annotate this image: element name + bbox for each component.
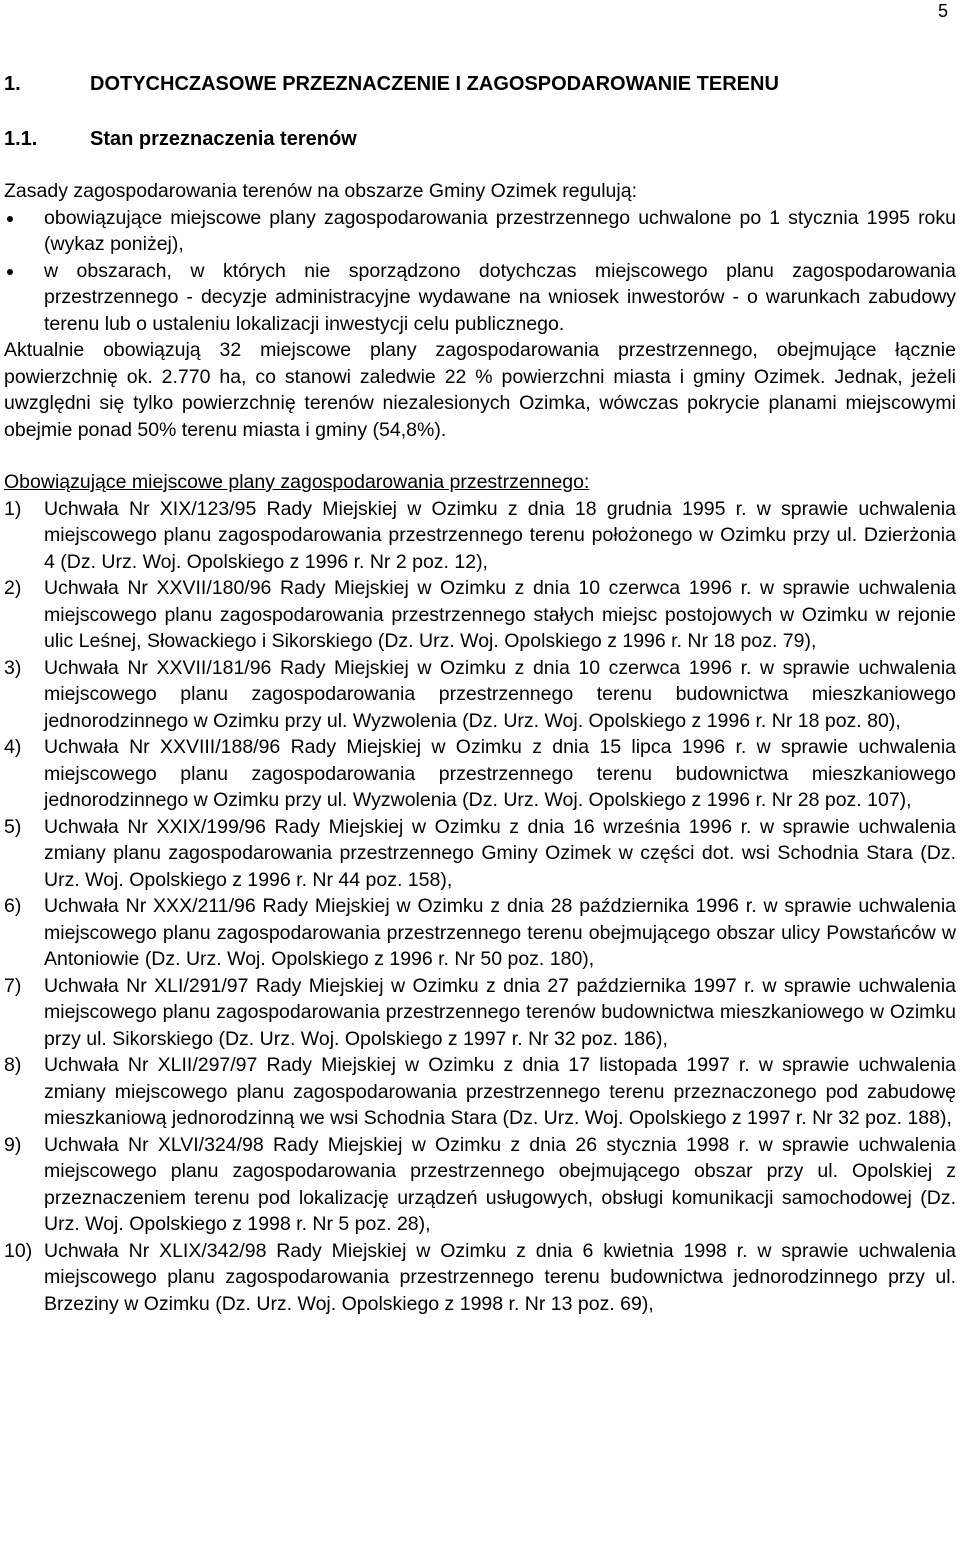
subsection-number: 1.1.	[4, 128, 38, 150]
plan-text: Uchwała Nr XIX/123/95 Rady Miejskiej w Ozimku z dnia 18 grudnia 1995 r. w sprawie uchwalenia miejscowego planu zagospodarowania przestrzennego terenu położonego w Ozimku przy ul. Dzierżonia 4 (Dz. Urz. Woj. Opolskiego z 1996 r. Nr 2 poz. 12),	[44, 497, 956, 573]
plan-number: 8)	[4, 1054, 22, 1076]
plan-text: Uchwała Nr XXVII/180/96 Rady Miejskiej w Ozimku z dnia 10 czerwca 1996 r. w sprawie uchwalenia miejscowego planu zagospodarowania przestrzennego stałych miejsc postojowych w Ozimku w rejonie ulic Leśnej, Słowackiego i Sikorskiego (Dz. Urz. Woj. Opolskiego z 1996 r. Nr 18 poz. 79),	[44, 577, 956, 652]
plan-text: Uchwała Nr XLII/297/97 Rady Miejskiej w Ozimku z dnia 17 listopada 1997 r. w sprawie uchwalenia zmiany miejscowego planu zagospodarowania przestrzennego terenu przeznaczonego pod zabudowę mieszkaniową jednorodzinną we wsi Schodnia Stara (Dz. Urz. Woj. Opolskiego z 1997 r. Nr 32 poz. 188),	[44, 1054, 956, 1129]
plan-item	[4, 1238, 956, 1318]
plan-number: 7)	[4, 974, 22, 997]
plans-list-title: Obowiązujące miejscowe plany zagospodarowania przestrzennego:	[4, 471, 590, 493]
plan-number: 10)	[4, 1239, 33, 1262]
page-number: 5	[937, 1, 948, 21]
intro-paragraph: Zasady zagospodarowania terenów na obszarze Gminy Ozimek regulują:	[4, 180, 637, 202]
plan-text: Uchwała Nr XLIX/342/98 Rady Miejskiej w Ozimku z dnia 6 kwietnia 1998 r. w sprawie uchwalenia miejscowego planu zagospodarowania przestrzennego terenu budownictwa jednorodzinnego przy ul. Brzeziny w Ozimku (Dz. Urz. Woj. Opolskiego z 1998 r. Nr 13 poz. 69),	[44, 1239, 956, 1315]
plan-number: 6)	[4, 895, 22, 917]
plan-item	[4, 814, 956, 894]
bullet-item: obowiązujące miejscowe plany zagospodarowania przestrzennego uchwalone po 1 stycznia 1995 roku (wykaz poniżej),	[4, 205, 956, 258]
bullet-item: w obszarach, w których nie sporządzono dotychczas miejscowego planu zagospodarowania przestrzennego - decyzje administracyjne wydawane na wniosek inwestorów - o warunkach zabudowy terenu lub o ustaleniu lokalizacji inwestycji celu publicznego.	[4, 258, 956, 338]
plan-item	[4, 973, 956, 1053]
subsection-heading	[4, 126, 952, 152]
plan-number: 5)	[4, 815, 22, 838]
section-heading	[4, 71, 952, 97]
plan-text: Uchwała Nr XXVIII/188/96 Rady Miejskiej w Ozimku z dnia 15 lipca 1996 r. w sprawie uchwalenia miejscowego planu zagospodarowania przestrzennego terenu budownictwa mieszkaniowego jednorodzinnego w Ozimku przy ul. Wyzwolenia (Dz. Urz. Woj. Opolskiego z 1996 r. Nr 28 poz. 107),	[44, 736, 956, 811]
document-body	[4, 178, 956, 1317]
bullet-list	[4, 205, 956, 338]
subsection-title: Stan przeznaczenia terenów	[90, 128, 357, 150]
plan-number: 3)	[4, 656, 22, 679]
plan-number: 1)	[4, 497, 22, 520]
summary-paragraph: Aktualnie obowiązują 32 miejscowe plany zagospodarowania przestrzennego, obejmujące łącznie powierzchnię ok. 2.770 ha, co stanowi zaledwie 22 % powierzchni miasta i gminy Ozimek. Jednak, jeżeli uwzględni się tylko powierzchnię terenów niezalesionych Ozimka, wówczas pokrycie planami miejscowymi obejmie ponad 50% terenu miasta i gminy (54,8%).	[4, 339, 956, 441]
plan-text: Uchwała Nr XXX/211/96 Rady Miejskiej w Ozimku z dnia 28 października 1996 r. w sprawie uchwalenia miejscowego planu zagospodarowania przestrzennego terenu obejmującego obszar ulicy Powstańców w Antoniowie (Dz. Urz. Woj. Opolskiego z 1996 r. Nr 50 poz. 180),	[44, 895, 956, 970]
plan-number: 9)	[4, 1133, 22, 1156]
plan-item	[4, 1052, 956, 1132]
plan-number: 4)	[4, 736, 22, 758]
plan-item	[4, 655, 956, 735]
plan-item	[4, 734, 956, 814]
plan-item	[4, 1132, 956, 1238]
plan-item	[4, 893, 956, 973]
section-number: 1.	[4, 73, 21, 95]
plan-text: Uchwała Nr XXVII/181/96 Rady Miejskiej w Ozimku z dnia 10 czerwca 1996 r. w sprawie uchwalenia miejscowego planu zagospodarowania przestrzennego terenu budownictwa mieszkaniowego jednorodzinnego w Ozimku przy ul. Wyzwolenia (Dz. Urz. Woj. Opolskiego z 1996 r. Nr 18 poz. 80),	[44, 656, 956, 732]
plans-list	[4, 496, 956, 1318]
plan-text: Uchwała Nr XLI/291/97 Rady Miejskiej w Ozimku z dnia 27 października 1997 r. w sprawie uchwalenia miejscowego planu zagospodarowania przestrzennego terenów budownictwa mieszkaniowego w Ozimku przy ul. Sikorskiego (Dz. Urz. Woj. Opolskiego z 1997 r. Nr 32 poz. 186),	[44, 974, 956, 1050]
section-title: DOTYCHCZASOWE PRZEZNACZENIE I ZAGOSPODAROWANIE TERENU	[90, 73, 779, 95]
plan-text: Uchwała Nr XLVI/324/98 Rady Miejskiej w Ozimku z dnia 26 stycznia 1998 r. w sprawie uchwalenia miejscowego planu zagospodarowania przestrzennego obejmującego obszar przy ul. Opolskiej z przeznaczeniem terenu pod lokalizację urządzeń usługowych, obsługi komunikacji samochodowej (Dz. Urz. Woj. Opolskiego z 1998 r. Nr 5 poz. 28),	[44, 1133, 956, 1235]
plan-number: 2)	[4, 577, 22, 599]
plan-item	[4, 575, 956, 655]
plan-item	[4, 496, 956, 576]
plan-text: Uchwała Nr XXIX/199/96 Rady Miejskiej w Ozimku z dnia 16 września 1996 r. w sprawie uchwalenia zmiany planu zagospodarowania przestrzennego Gminy Ozimek w części dot. wsi Schodnia Stara (Dz. Urz. Woj. Opolskiego z 1996 r. Nr 44 poz. 158),	[44, 815, 956, 891]
